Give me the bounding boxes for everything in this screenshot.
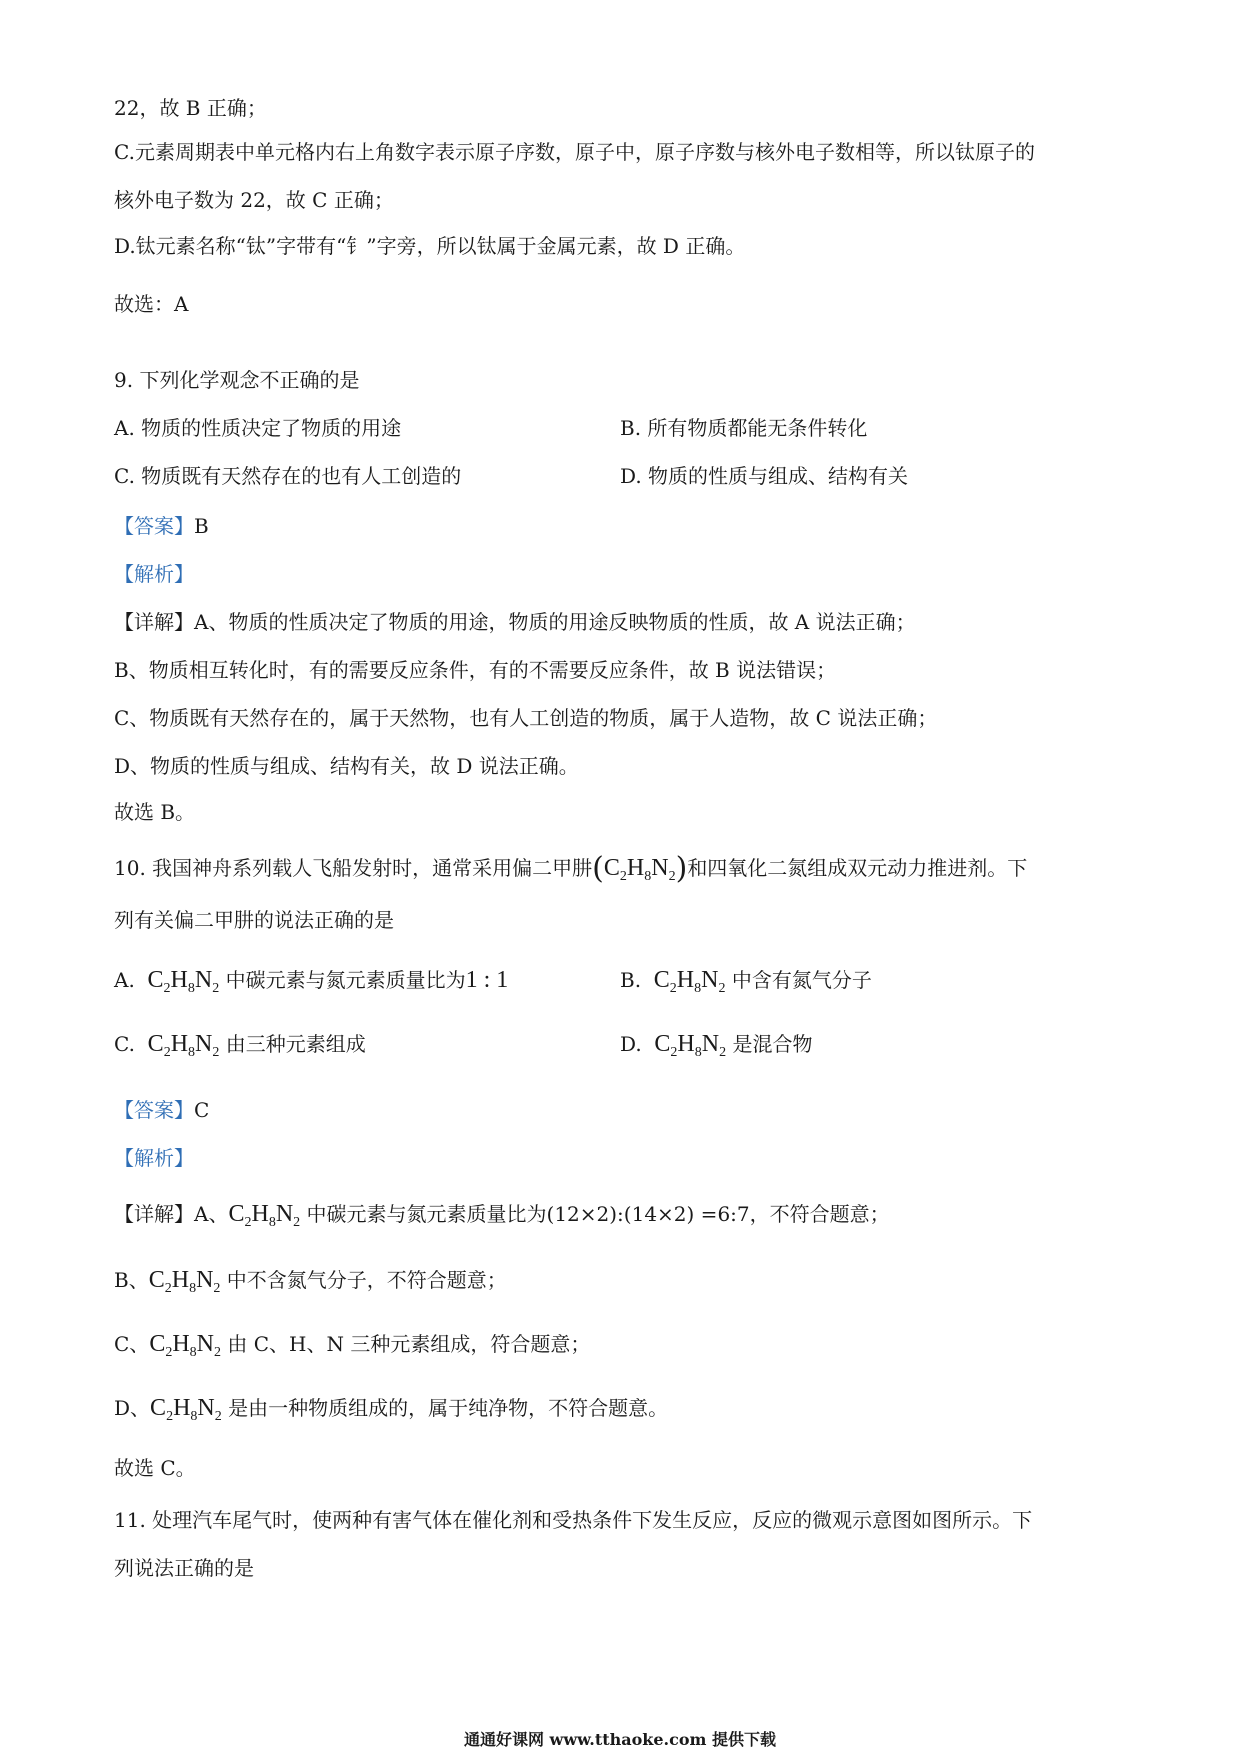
text-line: 故选：A (114, 292, 189, 316)
formula: $C_2H_8N_2$ (654, 1031, 727, 1060)
detail-line (114, 608, 916, 636)
answer-9 (114, 512, 209, 540)
detail-line: B、物质相互转化时，有的需要反应条件，有的不需要反应条件，故 B 说法错误； (114, 658, 837, 682)
detail-line: C、$C_2H_8N_2$ 由 C、H、N 三种元素组成，符合题意； (114, 1331, 591, 1360)
option-10d: D. $C_2H_8N_2$ 是混合物 (620, 1031, 813, 1060)
text-line: 22，故 B 正确； (114, 96, 267, 120)
question-text: 10. 我国神舟系列载人飞船发射时，通常采用偏二甲肼 (114, 856, 593, 880)
answer-value: B (194, 514, 209, 538)
formula: $C_2H_8N_2$ (147, 1031, 220, 1060)
option-10b: B. $C_2H_8N_2$ 中含有氮气分子 (620, 967, 872, 996)
ratio: 1 : 1 (465, 967, 509, 993)
answer-value: C (194, 1098, 210, 1122)
option-9b: B. 所有物质都能无条件转化 (620, 416, 868, 440)
paren-close: ) (675, 851, 688, 886)
answer-tag: 【答案】 (114, 1098, 194, 1122)
detail-tag: 【详解】 (114, 610, 194, 634)
detail-line: 故选 C。 (114, 1456, 196, 1480)
detail-line: C、物质既有天然存在的，属于天然物，也有人工创造的物质，属于人造物，故 C 说法正确； (114, 706, 938, 730)
detail-tag: 【详解】 (114, 1202, 194, 1226)
question-9: 9. 下列化学观念不正确的是 (114, 368, 360, 392)
option-9a: A. 物质的性质决定了物质的用途 (114, 416, 402, 440)
formula: $C_2H_8N_2$ (147, 967, 220, 996)
question-text: 和四氧化二氮组成双元动力推进剂。下 (687, 856, 1028, 880)
answer-tag: 【答案】 (114, 514, 194, 538)
text-line: 核外电子数为 22，故 C 正确； (114, 188, 394, 212)
formula: $C_2H_8N_2$ (653, 967, 726, 996)
detail-line: D、物质的性质与组成、结构有关，故 D 说法正确。 (114, 754, 579, 778)
text-line: D.钛元素名称“钛”字带有“钅”字旁，所以钛属于金属元素，故 D 正确。 (114, 234, 746, 258)
question-10 (114, 851, 1028, 886)
text-line: 列说法正确的是 (114, 1556, 254, 1580)
detail-line: B、$C_2H_8N_2$ 中不含氮气分子，不符合题意； (114, 1267, 507, 1296)
text-line: 列有关偏二甲肼的说法正确的是 (114, 908, 394, 932)
option-10c: C. $C_2H_8N_2$ 由三种元素组成 (114, 1031, 366, 1060)
formula: $C_2H_8N_2$ (148, 1267, 221, 1296)
formula: $C_2H_8N_2$ (228, 1201, 301, 1230)
option-9d: D. 物质的性质与组成、结构有关 (620, 464, 909, 488)
detail-line: D、$C_2H_8N_2$ 是由一种物质组成的，属于纯净物，不符合题意。 (114, 1395, 669, 1424)
answer-10 (114, 1096, 209, 1124)
text-line: C.元素周期表中单元格内右上角数字表示原子序数，原子中，原子序数与核外电子数相等，所以钛原子的 (114, 140, 1035, 164)
formula: $C_2H_8N_2$ (603, 855, 676, 884)
formula: $C_2H_8N_2$ (150, 1395, 222, 1424)
question-11: 11. 处理汽车尾气时，使两种有害气体在催化剂和受热条件下发生反应，反应的微观示意图如图所示。下 (114, 1508, 1033, 1532)
page-footer: 通通好课网 www.tthaoke.com 提供下载 (463, 1730, 777, 1749)
analysis-tag: 【解析】 (114, 1146, 194, 1170)
analysis-tag: 【解析】 (114, 562, 194, 586)
detail-line: 【详解】A、$C_2H_8N_2$ 中碳元素与氮元素质量比为(12×2):(14×2) =6:7，不符合题意； (114, 1201, 890, 1230)
detail-line: 故选 B。 (114, 800, 196, 824)
option-10a: A. $C_2H_8N_2$ 中碳元素与氮元素质量比为1 : 1 (114, 967, 509, 996)
formula: $C_2H_8N_2$ (149, 1331, 222, 1360)
option-9c: C. 物质既有天然存在的也有人工创造的 (114, 464, 462, 488)
detail-text: A、物质的性质决定了物质的用途，物质的用途反映物质的性质，故 A 说法正确； (194, 610, 916, 634)
paren-open: ( (592, 851, 604, 886)
